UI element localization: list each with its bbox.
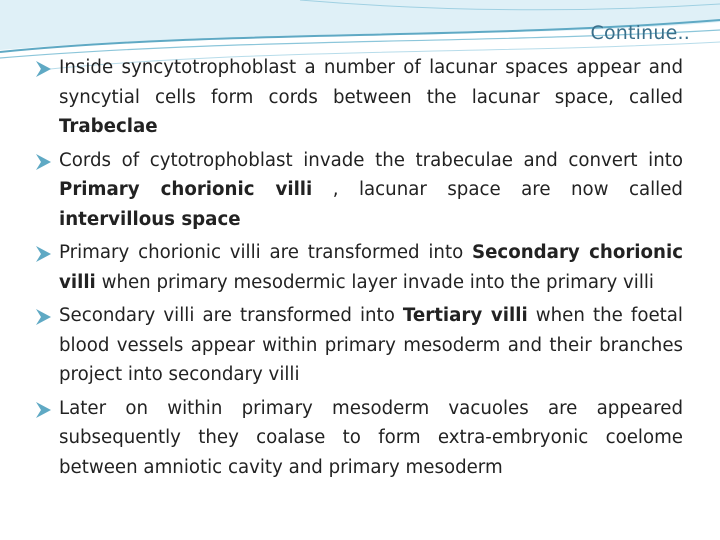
bullet-text: Inside syncytotrophoblast a number of lacunar spaces appear and syncytial cells form cords between the lacunar space, called [59, 57, 683, 108]
bullet-item [36, 146, 683, 235]
bullet-item [36, 238, 683, 297]
bullet-item [36, 53, 683, 142]
bullet-text: , lacunar space are now called [312, 179, 683, 200]
arrow-right-icon [36, 246, 51, 262]
bullet-text: Secondary villi are transformed into [59, 305, 403, 326]
bullet-text: when the foetal blood vessels appear within primary mesoderm and their branches project into secondary villi [59, 305, 683, 385]
arrow-right-icon [36, 154, 51, 170]
bullet-term: Tertiary villi [402, 305, 528, 326]
bullet-text: Primary chorionic villi are transformed into [59, 242, 472, 263]
bullet-term: Primary chorionic villi [59, 179, 313, 200]
bullet-term: Trabeclae [59, 116, 158, 137]
bullet-text: Later on within primary mesoderm vacuoles are appeared subsequently they coalase to form extra-embryonic coelome between amniotic cavity and primary mesoderm [59, 397, 683, 478]
bullet-item [36, 301, 683, 390]
bullet-text: when primary mesodermic layer invade into the primary villi [95, 271, 654, 293]
slide-title: Continue.. [590, 22, 690, 44]
bullet-text: Cords of cytotrophoblast invade the trabeculae and convert into [59, 149, 683, 171]
bullet-term: Secondary chorionic villi [59, 242, 683, 293]
arrow-right-icon [36, 309, 51, 325]
bullet-term: intervillous space [59, 208, 241, 230]
bullet-item [36, 394, 683, 483]
arrow-right-icon [36, 402, 51, 418]
bullet-list [36, 53, 683, 486]
arrow-right-icon [36, 61, 51, 77]
